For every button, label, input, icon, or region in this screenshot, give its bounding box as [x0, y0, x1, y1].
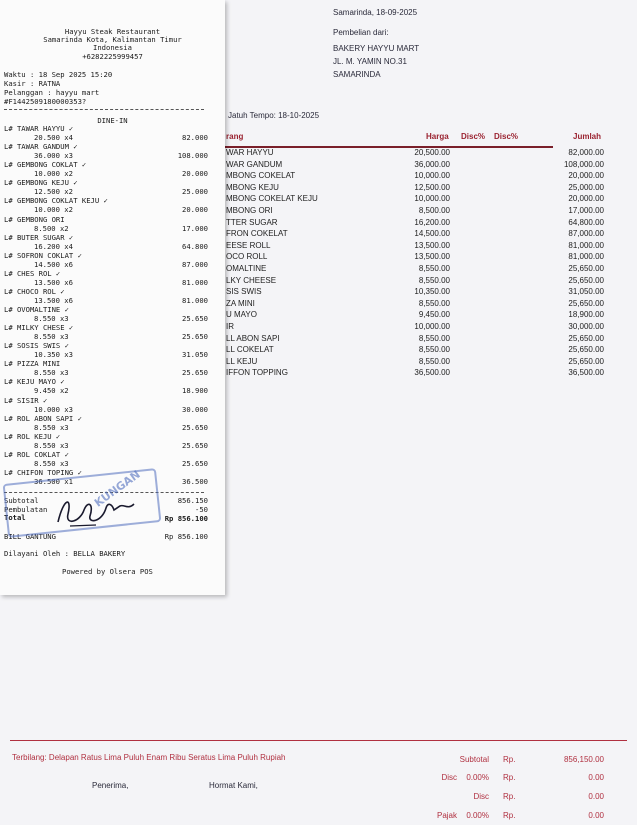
receipt-time: Waktu : 18 Sep 2025 15:20	[4, 70, 113, 79]
receipt-item-name: L# ROL KEJU ✓	[4, 431, 61, 441]
row-price: 8,550.00	[418, 345, 450, 355]
row-item-name: U MAYO	[226, 310, 257, 320]
receipt-item-name: L# SISIR ✓	[4, 395, 48, 405]
receipt-item-qty: 8.550 x3	[34, 458, 69, 468]
row-item-name: WAR HAYYU	[226, 148, 274, 157]
list-item	[4, 305, 208, 325]
receipt-total: Rp 856.100	[164, 514, 208, 523]
header-disc1: Disc%	[461, 132, 486, 141]
row-item-name: LL ABON SAPI	[226, 333, 280, 343]
signature-icon	[50, 492, 140, 532]
list-item	[4, 396, 208, 416]
receipt-item-amount: 64.800	[182, 241, 208, 251]
row-amount: 25,000.00	[568, 182, 604, 192]
list-item	[4, 377, 208, 397]
purchase-from-label: Pembelian dari:	[333, 28, 389, 37]
receipt-item-amount: 20.000	[182, 205, 208, 215]
receipt-item-qty: 8.550 x3	[34, 314, 69, 323]
receipt-item-qty: 8.550 x3	[34, 422, 69, 432]
receipt-item-qty: 10.350 x3	[34, 350, 73, 360]
terbilang-text: Terbilang: Delapan Ratus Lima Puluh Enam Ribu Seratus Lima Puluh Rupiah	[12, 753, 286, 762]
row-price: 20,500.00	[414, 148, 450, 157]
row-price: 14,500.00	[414, 229, 450, 239]
receipt-item-amount: 87.000	[182, 259, 208, 269]
summary-label: Pajak	[436, 811, 457, 820]
receipt-item-name: L# GEMBONG COKLAT KEJU ✓	[4, 196, 108, 206]
row-item-name: OMALTINE	[226, 263, 267, 273]
receipt-item-name: L# TAWAR HAYYU ✓	[4, 124, 74, 133]
row-price: 10,000.00	[414, 171, 450, 181]
row-item-name: FRON COKELAT	[226, 229, 288, 239]
supplier-name: BAKERY HAYYU MART	[333, 44, 420, 53]
receipt-item-qty: 13.500 x6	[34, 295, 73, 305]
receipt-item-name: L# GEMBONG COKLAT ✓	[4, 160, 87, 170]
row-price: 9,450.00	[418, 310, 450, 320]
row-item-name: MBONG ORI	[226, 205, 273, 215]
receipt-item-amount: 25.650	[182, 314, 208, 323]
receipt-item-qty: 8.550 x3	[34, 368, 69, 378]
row-amount: 30,000.00	[568, 321, 604, 331]
receipt-item-amount: 81.000	[182, 277, 208, 287]
row-amount: 25,650.00	[568, 345, 604, 355]
row-price: 16,200.00	[414, 217, 450, 227]
receipt-item-amount: 25.650	[182, 332, 208, 342]
list-item	[4, 251, 208, 271]
row-item-name: SIS SWIS	[226, 287, 262, 297]
receipt-item-name: L# MILKY CHESE ✓	[4, 323, 74, 333]
list-item	[4, 287, 208, 307]
row-item-name: LKY CHEESE	[226, 275, 277, 285]
list-item	[4, 196, 208, 216]
list-item	[4, 432, 208, 452]
supplier-city: SAMARINDA	[333, 70, 381, 79]
receipt-store-phone: +6282225999457	[82, 52, 143, 61]
summary-label: Disc	[441, 773, 457, 782]
row-item-name: WAR GANDUM	[226, 159, 283, 169]
receipt-item-name: L# KEJU MAYO ✓	[4, 377, 65, 387]
receipt-item-name: L# GEMBONG KEJU ✓	[4, 178, 78, 188]
receipt-item-qty: 36.000 x3	[34, 151, 73, 161]
row-amount: 25,650.00	[568, 356, 604, 366]
receipt-item-qty: 36.500 x1	[34, 476, 73, 486]
row-price: 36,500.00	[414, 368, 450, 378]
receipt-bill-label: BILL GANTUNG	[4, 532, 56, 541]
receipt-total-label: Total	[4, 513, 26, 522]
row-amount: 20,000.00	[568, 171, 604, 181]
receipt-item-amount: 25.650	[182, 440, 208, 450]
row-price: 13,500.00	[414, 240, 450, 250]
row-item-name: TTER SUGAR	[226, 217, 278, 227]
header-harga: Harga	[426, 132, 449, 141]
row-amount: 25,650.00	[568, 333, 604, 343]
row-item-name: MBONG COKELAT KEJU	[226, 194, 318, 204]
summary-currency: Rp.	[503, 755, 516, 764]
row-item-name: IFFON TOPPING	[226, 368, 288, 378]
row-item-name: ZA MINI	[226, 298, 255, 308]
row-price: 8,550.00	[418, 275, 450, 285]
row-amount: 31,050.00	[568, 287, 604, 297]
summary-currency: Rp.	[503, 811, 516, 820]
row-item-name: MBONG KEJU	[226, 182, 279, 192]
receipt-item-name: L# SOSIS SWIS ✓	[4, 341, 69, 351]
receipt-cashier: Kasir : RATNA	[4, 79, 61, 88]
receipt-customer: Pelanggan : hayyu mart	[4, 88, 100, 97]
row-price: 8,550.00	[418, 263, 450, 273]
receipt-item-name: L# ROL ABON SAPI ✓	[4, 413, 82, 423]
list-item	[4, 414, 208, 434]
receipt-item-amount: 20.000	[182, 169, 208, 179]
receipt-item-name: L# CHOCO ROL ✓	[4, 286, 65, 296]
receipt-mode: DINE-IN	[97, 116, 128, 125]
row-amount: 25,650.00	[568, 263, 604, 273]
row-amount: 81,000.00	[568, 252, 604, 262]
list-item	[4, 450, 208, 470]
hormat-label: Hormat Kami,	[209, 781, 258, 790]
row-amount: 64,800.00	[568, 217, 604, 227]
receipt-item-name: L# ROL COKLAT ✓	[4, 449, 69, 459]
receipt-item-name: L# OVOMALTINE ✓	[4, 305, 69, 314]
row-amount: 87,000.00	[568, 229, 604, 239]
receipt-item-amount: 81.000	[182, 295, 208, 305]
receipt-divider	[4, 109, 204, 110]
receipt-item-qty: 13.500 x6	[34, 277, 73, 287]
row-price: 10,350.00	[414, 287, 450, 297]
summary-label: Subtotal	[459, 755, 489, 764]
row-amount: 18,900.00	[568, 310, 604, 320]
list-item	[4, 142, 208, 162]
list-item	[4, 160, 208, 180]
row-price: 13,500.00	[414, 252, 450, 262]
receipt-item-qty: 20.500 x4	[34, 133, 73, 142]
summary-value: 0.00	[588, 811, 604, 820]
receipt-item-qty: 8.550 x3	[34, 440, 69, 450]
row-item-name: IR	[226, 321, 234, 331]
row-price: 10,000.00	[414, 194, 450, 204]
header-disc2: Disc%	[494, 132, 519, 141]
row-price: 8,550.00	[418, 356, 450, 366]
list-item	[4, 233, 208, 253]
row-item-name: LL KEJU	[226, 356, 258, 366]
row-amount: 20,000.00	[568, 194, 604, 204]
summary-label: Disc	[473, 792, 489, 801]
row-amount: 81,000.00	[568, 240, 604, 250]
receipt-item-qty: 10.000 x2	[34, 205, 73, 215]
list-item	[4, 269, 208, 289]
row-price: 36,000.00	[414, 159, 450, 169]
receipt-item-name: L# BUTER SUGAR ✓	[4, 232, 74, 242]
receipt-rounding-label: Pembulatan	[4, 505, 48, 514]
receipt-item-qty: 8.500 x2	[34, 223, 69, 233]
receipt-item-qty: 16.200 x4	[34, 241, 73, 251]
receipt-number: #F1442509180000353?	[4, 97, 87, 106]
receipt	[0, 0, 225, 595]
summary-value: 856,150.00	[563, 755, 604, 764]
stamp-text: KUNGAN	[91, 467, 143, 510]
receipt-item-name: L# CHIFON TOPING ✓	[4, 467, 82, 477]
receipt-item-amount: 25.650	[182, 458, 208, 468]
row-item-name: LL COKELAT	[226, 345, 274, 355]
list-item	[4, 178, 208, 198]
receipt-served-by: Dilayani Oleh : BELLA BAKERY	[4, 549, 126, 558]
receipt-item-qty: 12.500 x2	[34, 187, 73, 197]
summary-percent: 0.00%	[466, 773, 489, 782]
receipt-subtotal: 856.150	[177, 496, 208, 505]
row-item-name: EESE ROLL	[226, 240, 271, 250]
receipt-store-name: Hayyu Steak Restaurant	[64, 27, 161, 36]
invoice-date: Samarinda, 18-09-2025	[333, 8, 418, 17]
list-item	[4, 341, 208, 361]
receipt-item-amount: 25.000	[182, 187, 208, 197]
list-item	[4, 323, 208, 343]
receipt-item-name: L# TAWAR GANDUM ✓	[4, 142, 78, 152]
row-item-name: OCO ROLL	[226, 252, 268, 262]
row-item-name: MBONG COKELAT	[226, 171, 296, 181]
summary-currency: Rp.	[503, 773, 516, 782]
row-amount: 36,500.00	[568, 368, 604, 378]
receipt-item-qty: 10.000 x3	[34, 404, 73, 414]
receipt-bill: Rp 856.100	[164, 532, 208, 541]
receipt-store-city: Samarinda Kota, Kalimantan Timur	[43, 35, 182, 44]
row-amount: 108,000.00	[563, 159, 604, 169]
list-item	[4, 359, 208, 379]
summary-percent: 0.00%	[466, 811, 489, 820]
row-amount: 82,000.00	[568, 148, 604, 157]
receipt-subtotal-label: Subtotal	[4, 496, 39, 505]
receipt-store-country: Indonesia	[93, 43, 132, 52]
receipt-powered-by: Powered by Olsera POS	[62, 567, 153, 576]
receipt-item-name: L# PIZZA MINI	[4, 359, 61, 369]
penerima-label: Penerima,	[92, 781, 129, 790]
receipt-item-amount: 36.500	[182, 476, 208, 486]
footer-divider	[10, 740, 627, 741]
receipt-item-amount: 25.650	[182, 368, 208, 378]
summary-value: 0.00	[588, 773, 604, 782]
row-price: 8,550.00	[418, 333, 450, 343]
receipt-item-qty: 14.500 x6	[34, 259, 73, 269]
row-amount: 17,000.00	[568, 205, 604, 215]
receipt-item-qty: 10.000 x2	[34, 169, 73, 179]
receipt-item-amount: 82.000	[182, 133, 208, 142]
summary-value: 0.00	[588, 792, 604, 801]
summary-currency: Rp.	[503, 792, 516, 801]
receipt-item-amount: 30.000	[182, 404, 208, 414]
receipt-item-name: L# GEMBONG ORI	[4, 214, 65, 224]
row-amount: 25,650.00	[568, 298, 604, 308]
receipt-item-name: L# SOFRON COKLAT ✓	[4, 250, 82, 260]
receipt-item-qty: 9.450 x2	[34, 386, 69, 396]
row-price: 10,000.00	[414, 321, 450, 331]
receipt-item-amount: 17.000	[182, 223, 208, 233]
header-item: rang	[226, 132, 244, 141]
receipt-item-amount: 108.000	[177, 151, 208, 161]
row-price: 12,500.00	[414, 182, 450, 192]
row-amount: 25,650.00	[568, 275, 604, 285]
receipt-item-amount: 25.650	[182, 422, 208, 432]
list-item	[4, 215, 208, 235]
receipt-rounding: -50	[195, 505, 208, 514]
receipt-item-amount: 18.900	[182, 386, 208, 396]
receipt-item-name: L# CHES ROL ✓	[4, 268, 61, 278]
supplier-address: JL. M. YAMIN NO.31	[333, 57, 407, 66]
receipt-item-amount: 31.050	[182, 350, 208, 360]
row-price: 8,500.00	[418, 205, 450, 215]
header-jumlah: Jumlah	[573, 132, 602, 141]
receipt-item-qty: 8.550 x3	[34, 332, 69, 342]
list-item	[4, 124, 208, 144]
row-price: 8,550.00	[418, 298, 450, 308]
due-date: Jatuh Tempo: 18-10-2025	[228, 111, 320, 120]
